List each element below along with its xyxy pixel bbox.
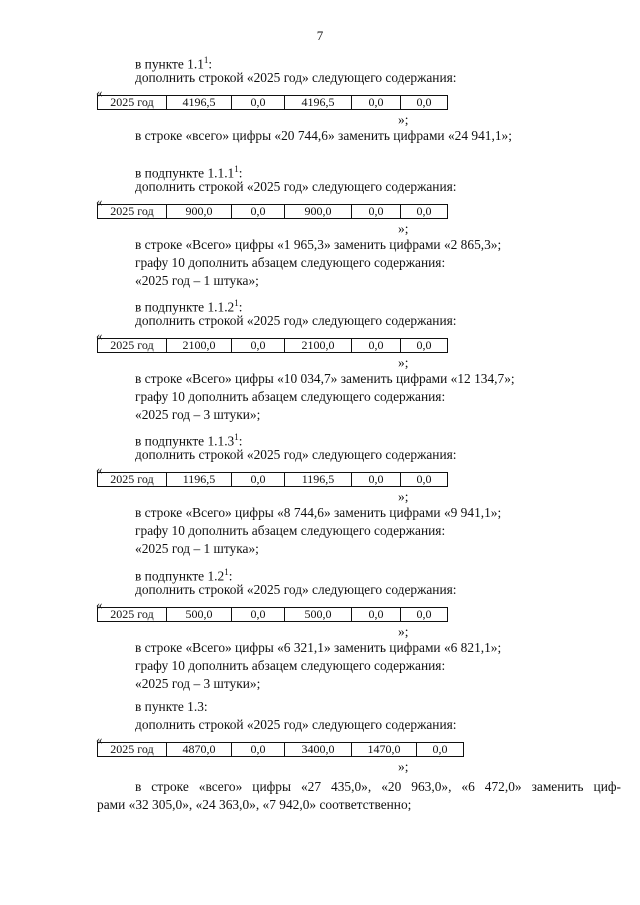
table-cell: 0,0 [352,96,401,110]
total-replacement: в строке «Всего» цифры «1 965,3» заменить цифрами «2 865,3»; [135,237,502,252]
table-row [98,205,448,219]
table-cell: 0,0 [352,473,401,487]
table-row [98,473,448,487]
table-cell: 4196,5 [285,96,352,110]
quote-close: »; [398,489,409,504]
table-cell: 0,0 [401,96,448,110]
table-cell: 0,0 [232,339,285,353]
table-cell: 0,0 [352,205,401,219]
add-row-instruction: дополнить строкой «2025 год» следующего содержания: [135,179,457,194]
table-cell: 0,0 [401,473,448,487]
footnote-sup: 1 [203,55,209,65]
table-cell: 2025 год [98,608,167,622]
add-row-instruction: дополнить строкой «2025 год» следующего содержания: [135,70,457,85]
table-cell: 0,0 [401,205,448,219]
table-cell: 0,0 [232,608,285,622]
table-cell: 2025 год [98,743,167,757]
table-cell: 2025 год [98,96,167,110]
table-row [98,743,464,757]
table-cell: 4870,0 [167,743,232,757]
table-cell: 0,0 [232,743,285,757]
quote-open: « [96,462,103,477]
table-cell: 0,0 [401,608,448,622]
total-replacement: в строке «всего» цифры «20 744,6» заменить цифрами «24 941,1»; [135,128,512,143]
add-row-instruction: дополнить строкой «2025 год» следующего содержания: [135,313,457,328]
table-cell: 0,0 [352,339,401,353]
table-cell: 0,0 [232,96,285,110]
page-number: 7 [316,28,324,43]
table-cell: 1470,0 [352,743,417,757]
inserted-row-table [97,95,448,110]
inserted-row-table [97,742,464,757]
quote-open: « [96,597,103,612]
inserted-row-table [97,204,448,219]
table-cell: 1196,5 [285,473,352,487]
table-row [98,608,448,622]
table-cell: 900,0 [167,205,232,219]
footnote-sup: 1 [234,432,239,442]
quote-open: « [96,85,103,100]
quote-close: »; [398,355,409,370]
table-cell: 500,0 [285,608,352,622]
item-reference: в подпункте 1.1.3$^1$: [135,432,243,449]
quote-open: « [96,194,103,209]
total-replacement: в строке «Всего» цифры «8 744,6» заменить цифрами «9 941,1»; [135,505,502,520]
item-reference: в подпункте 1.1.1$^1$: [135,164,243,181]
footnote-sup: 1 [234,164,239,174]
table-cell: 2025 год [98,339,167,353]
quote-close: »; [398,624,409,639]
quote-open: « [96,328,103,343]
column-10-instruction: графу 10 дополнить абзацем следующего содержания: [135,255,446,270]
table-cell: 2100,0 [285,339,352,353]
item-reference: в подпункте $1.2^1$: [135,567,233,584]
table-cell: 2100,0 [167,339,232,353]
table-row [98,96,448,110]
item-reference: в подпункте 1.1.2$^1$: [135,298,243,315]
add-row-instruction: дополнить строкой «2025 год» следующего содержания: [135,717,457,732]
footnote-sup: 1 [224,567,229,577]
table-cell: 4196,5 [167,96,232,110]
table-cell: 0,0 [232,205,285,219]
column-10-instruction: графу 10 дополнить абзацем следующего содержания: [135,389,446,404]
table-cell: 900,0 [285,205,352,219]
table-cell: 1196,5 [167,473,232,487]
quote-open: « [96,732,103,747]
inserted-row-table [97,338,448,353]
table-row [98,339,448,353]
quantity-text: «2025 год – 1 штука»; [135,273,259,288]
add-row-instruction: дополнить строкой «2025 год» следующего содержания: [135,582,457,597]
quantity-text: «2025 год – 3 штуки»; [135,676,261,691]
inserted-row-table [97,472,448,487]
final-total-line-1: в строке «всего» цифры «27 435,0», «20 963,0», «6 472,0» заменить циф- [135,779,621,794]
quantity-text: «2025 год – 3 штуки»; [135,407,261,422]
table-cell: 0,0 [232,473,285,487]
table-cell: 2025 год [98,473,167,487]
final-total-line-2: рами «32 305,0», «24 363,0», «7 942,0» соответственно; [97,797,412,812]
total-replacement: в строке «Всего» цифры «6 321,1» заменить цифрами «6 821,1»; [135,640,502,655]
quote-close: »; [398,221,409,236]
footnote-sup: 1 [234,298,239,308]
table-cell: 0,0 [401,339,448,353]
table-cell: 3400,0 [285,743,352,757]
inserted-row-table [97,607,448,622]
column-10-instruction: графу 10 дополнить абзацем следующего содержания: [135,523,446,538]
quantity-text: «2025 год – 1 штука»; [135,541,259,556]
add-row-instruction: дополнить строкой «2025 год» следующего содержания: [135,447,457,462]
table-cell: 0,0 [352,608,401,622]
table-cell: 2025 год [98,205,167,219]
item-reference: в пункте 1.3: [135,699,208,714]
table-cell: 0,0 [417,743,464,757]
item-reference: в пункте $1.1^1$: [135,55,213,72]
quote-close: »; [398,759,409,774]
total-replacement: в строке «Всего» цифры «10 034,7» заменить цифрами «12 134,7»; [135,371,515,386]
quote-close: »; [398,112,409,127]
table-cell: 500,0 [167,608,232,622]
column-10-instruction: графу 10 дополнить абзацем следующего содержания: [135,658,446,673]
